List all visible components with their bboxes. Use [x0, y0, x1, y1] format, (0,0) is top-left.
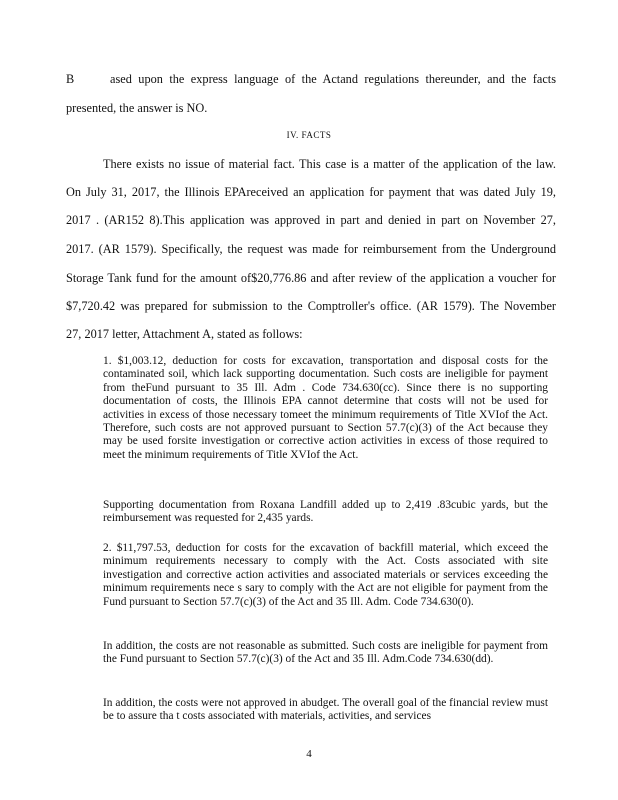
- facts-line-5: Storage Tank fund for the amount of$20,776.86 and after review of the application a voucher for: [66, 271, 556, 285]
- quote-item-1-note-text: Supporting documentation from Roxana Landfill added up to 2,419 .83cubic yards, but the reimbursement was requested for 2,435 yards.: [103, 499, 548, 525]
- facts-line-1: There exists no issue of material fact. This case is a matter of the application of the law.: [103, 157, 556, 171]
- quote-item-2-text: 2. $11,797.53, deduction for costs for the excavation of backfill material, which exceed the minimum requirements necessary to comply with the Act. Costs associated with site investigation and corrective action activities and associated materials or services exceeding the minimum requirements nece s sary to comply with the Act are not eligible for payment from the Fund pursuant to Section 57.7(c)(3) of the Act and 35 Ill. Adm. Code 734.630(0).: [103, 542, 548, 608]
- facts-line-2: On July 31, 2017, the Illinois EPAreceived an application for payment that was dated July 19,: [66, 185, 556, 199]
- block-quote-addition-2: [103, 697, 548, 724]
- quote-addition-1-text: In addition, the costs are not reasonable as submitted. Such costs are ineligible for payment from the Fund pursuant to Section 57.7(c)(3) of the Act and 35 Ill. Adm.Code 734.630(dd).: [103, 640, 548, 666]
- intro-line-2: presented, the answer is NO.: [66, 101, 208, 115]
- intro-line-1: ased upon the express language of the Actand regulations thereunder, and the facts: [110, 72, 556, 86]
- block-quote-item-1-note: [103, 499, 548, 526]
- facts-line-3: 2017 . (AR152 8).This application was approved in part and denied in part on November 27,: [66, 213, 556, 227]
- facts-line-7: 27, 2017 letter, Attachment A, stated as follows:: [66, 327, 303, 341]
- quote-addition-2-text: In addition, the costs were not approved in abudget. The overall goal of the financial review must be to assure tha t costs associated with materials, activities, and services: [103, 697, 548, 723]
- drop-initial: B: [66, 72, 75, 86]
- quote-item-1-text: 1. $1,003.12, deduction for costs for excavation, transportation and disposal costs for the contaminated soil, which lack supporting documentation. Such costs are ineligible for payment from theFund pursuant to 35 Ill. Adm . Code 734.630(cc). Since there is no supporting documentation of costs, the Illinois EPA cannot determine that costs will not be used for activities in excess of those necessary tomeet the minimum requirements of Title XVIof the Act. Therefore, such costs are not approved pursuant to Section 57.7(c)(3) of the Act because they may be used forsite investigation or corrective action activities in excess of those required to meet the minimum requirements of Title XVIof the Act.: [103, 355, 548, 461]
- block-quote-item-2: [103, 542, 548, 609]
- block-quote-addition-1: [103, 640, 548, 667]
- facts-line-6: $7,720.42 was prepared for submission to the Comptroller's office. (AR 1579). The November: [66, 299, 556, 313]
- page-number: 4: [306, 748, 312, 760]
- block-quote-item-1: [103, 355, 548, 462]
- facts-line-4: 2017. (AR 1579). Specifically, the request was made for reimbursement from the Underground: [66, 242, 556, 256]
- section-heading: IV. FACTS: [286, 130, 332, 140]
